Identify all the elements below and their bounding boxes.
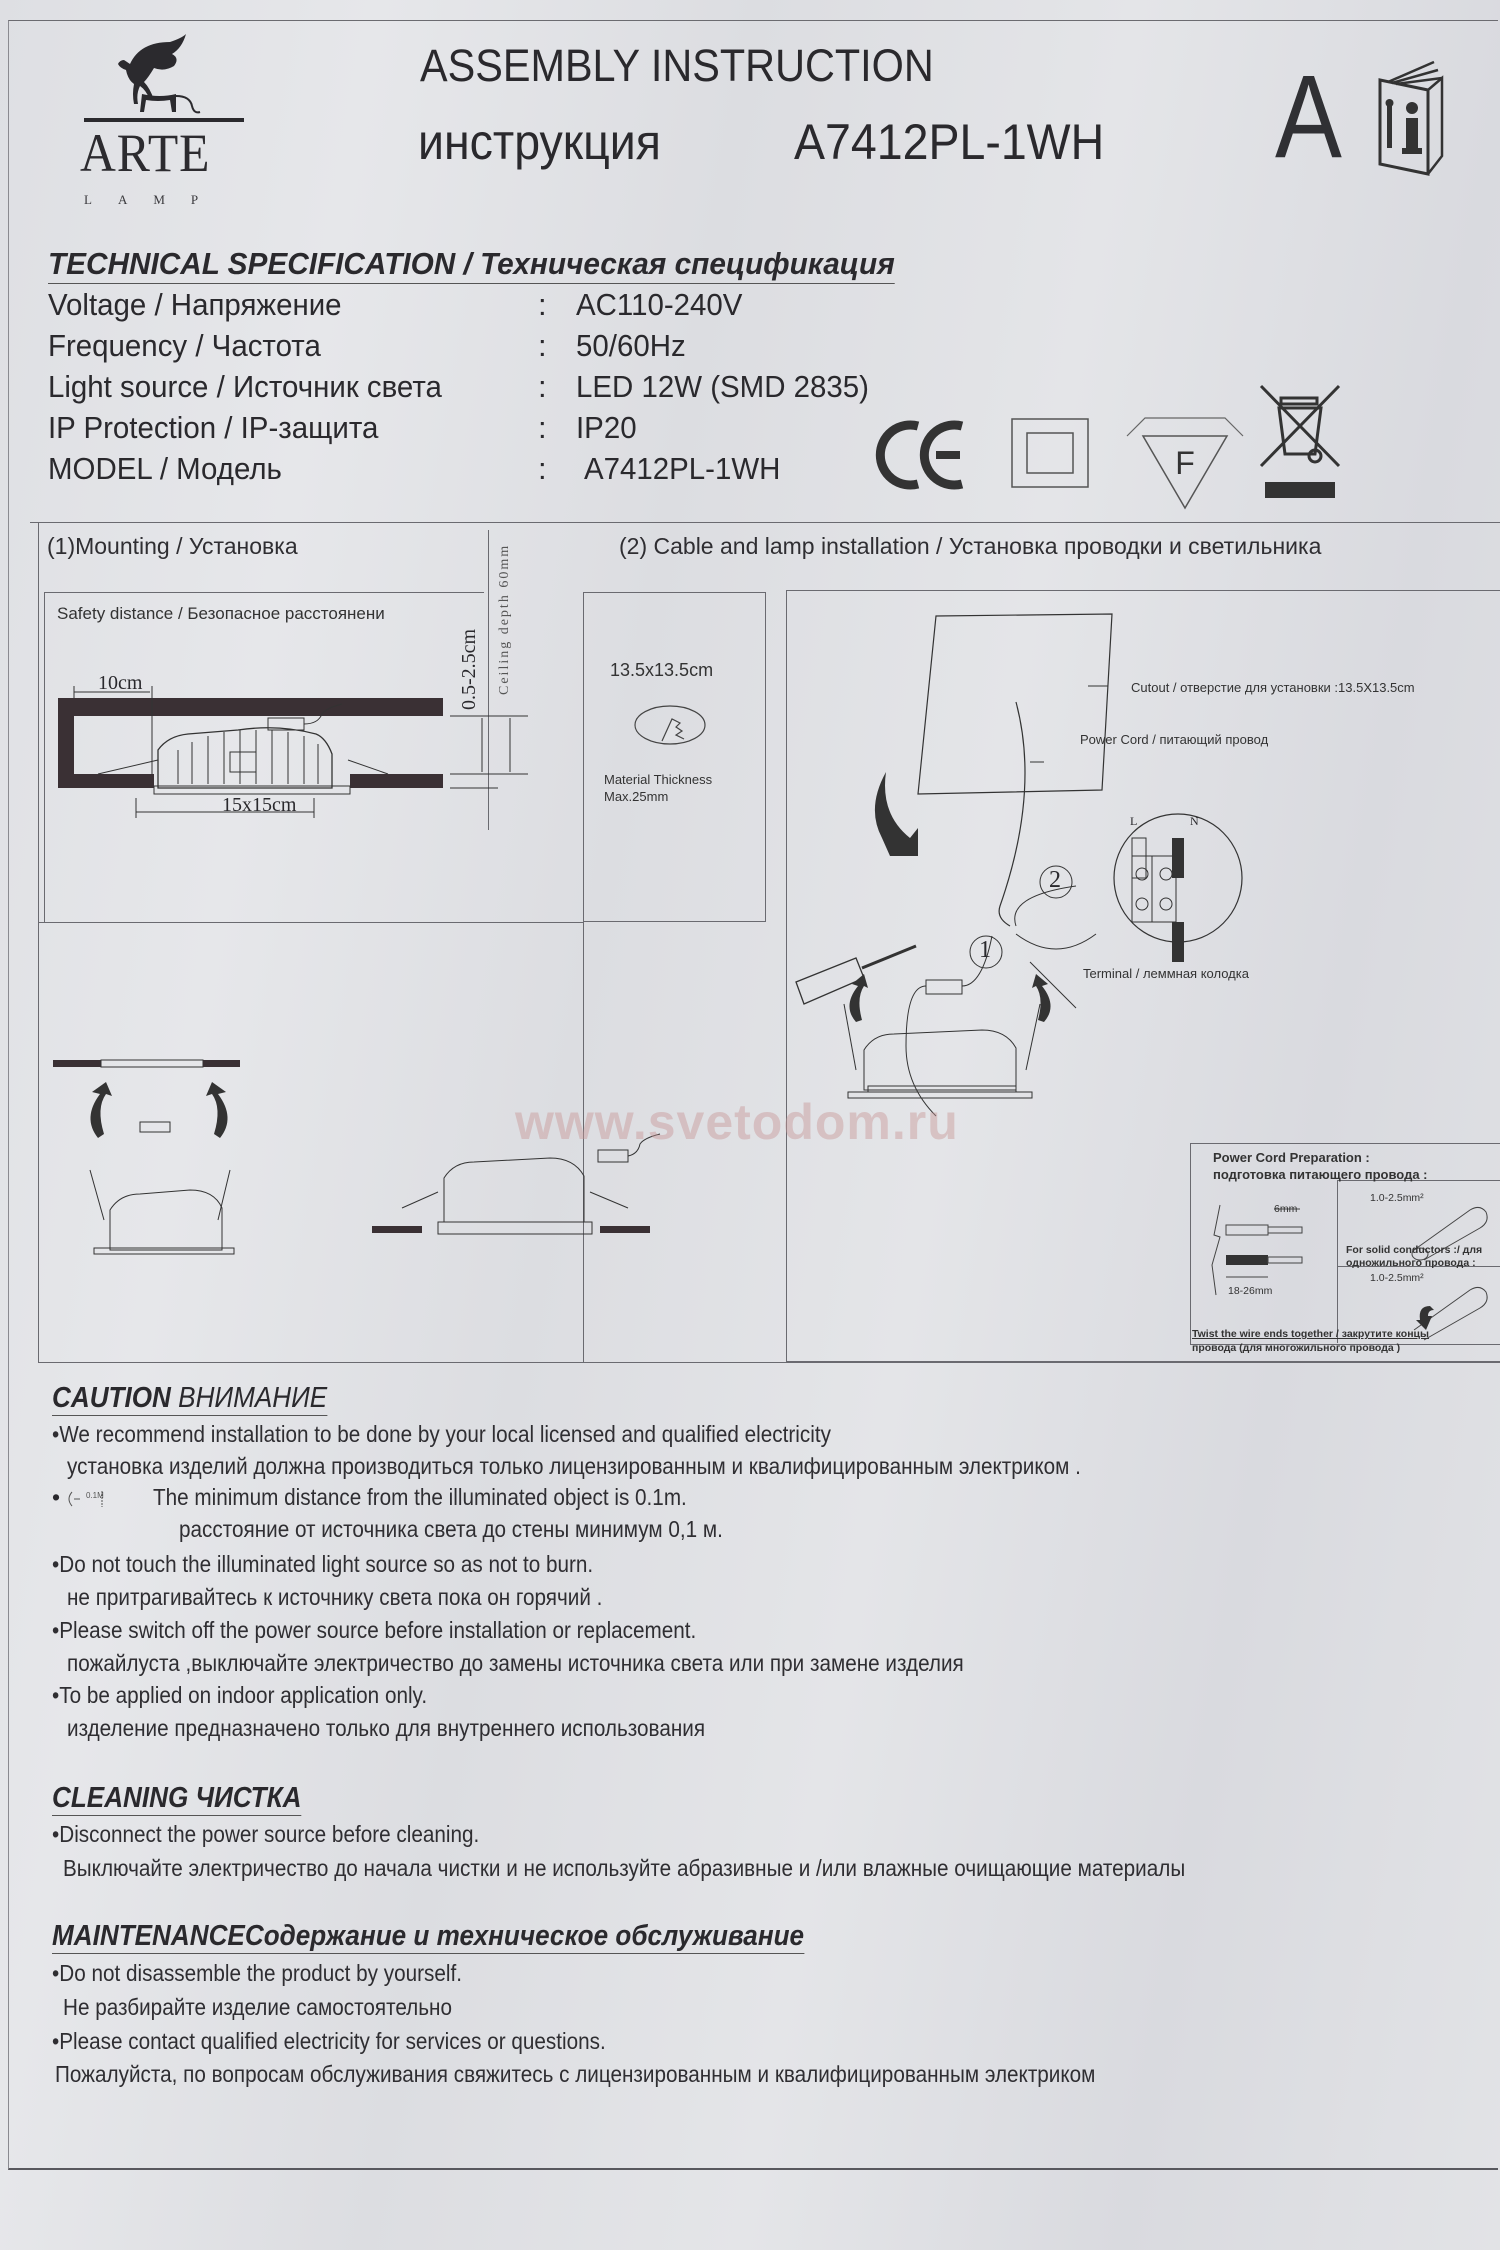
weee-crossed-bin-icon — [1257, 382, 1347, 502]
twist-wire-en: Twist the wire ends together / закрутите концы — [1192, 1328, 1429, 1340]
svg-text:F: F — [1175, 445, 1195, 481]
cord-prep-title-ru: подготовка питающего провода : — [1213, 1167, 1428, 1182]
arte-lamp-logo — [70, 34, 270, 207]
spec-label: MODEL / Модель — [48, 451, 282, 486]
dim-strip-length: 18-26mm — [1228, 1285, 1273, 1297]
step-1-marker: 1 — [979, 937, 991, 963]
terminal-label: Terminal / леммная колодка — [1083, 966, 1249, 981]
caution-item-en: •Please switch off the power source before installation or replacement. — [52, 1617, 697, 1643]
spec-label: Frequency / Частота — [48, 328, 321, 363]
min-distance-icon-label: 0.1M — [86, 1491, 104, 1500]
divider — [38, 1362, 1500, 1363]
cross-section-solid: 1.0-2.5mm² — [1370, 1192, 1424, 1204]
rotate-arrow-right-icon — [206, 1082, 228, 1138]
terminal-L: L — [1130, 814, 1138, 828]
terminal-N: N — [1190, 814, 1199, 828]
caution-item-en: •Do not touch the illuminated light source so as not to burn. — [52, 1551, 594, 1577]
spec-colon: : — [538, 328, 547, 363]
cutout-size: 13.5x13.5cm — [610, 660, 714, 680]
ceiling-cross-section-diagram — [58, 690, 528, 830]
watermark: www.svetodom.ru — [515, 1094, 959, 1150]
caution-item-ru: пожайлуста ,выключайте электричество до замены источника света или при замене изделия — [67, 1650, 964, 1676]
maintenance-item-ru: Пожалуйста, по вопросам обслуживания свяжитесь с лицензированным и квалифицированным электриком — [55, 2061, 1096, 2087]
lamp-insertion-diagram — [50, 1050, 750, 1260]
class-ii-double-insulation-icon — [1011, 418, 1091, 490]
caution-heading — [52, 1382, 327, 1416]
dim-10cm: 10cm — [98, 672, 143, 694]
spec-colon: : — [538, 410, 547, 445]
spec-value: A7412PL-1WH — [584, 451, 781, 486]
material-thickness-line1: Material Thickness — [604, 772, 713, 787]
cable-install-title: (2) Cable and lamp installation / Установка проводки и светильника — [619, 533, 1322, 559]
read-manual-icon — [1378, 56, 1448, 176]
dim-depth: 0.5-2.5cm — [458, 628, 480, 710]
mounting-title: (1)Mounting / Установка — [47, 533, 298, 559]
cleaning-heading: CLEANING ЧИСТКА — [52, 1782, 302, 1814]
winged-lion-icon — [70, 34, 250, 124]
energy-class-letter: A — [1275, 51, 1342, 183]
cutout-hole-icon — [632, 703, 712, 753]
brand-sub: LAMP — [84, 192, 225, 207]
caution-item-ru: не притрагивайтесь к источнику света пока он горячий . — [67, 1584, 603, 1610]
rotate-arrow-right-icon — [1032, 974, 1051, 1022]
spec-colon: : — [538, 451, 547, 486]
divider — [38, 922, 583, 923]
spec-value: AC110-240V — [576, 287, 743, 322]
cleaning-item-ru: Выключайте электричество до начала чистки и не используйте абразивные и /или влажные очищающие материалы — [63, 1855, 1186, 1881]
spec-label: IP Protection / IP-защита — [48, 410, 379, 445]
dim-6mm: 6mm — [1274, 1203, 1298, 1215]
title-model: A7412PL-1WH — [794, 114, 1105, 170]
caution-item-ru: расстояние от источника света до стены минимум 0,1 м. — [179, 1516, 723, 1542]
spec-row-model — [48, 451, 948, 491]
solid-conductor-en: For solid conductors :/ для — [1346, 1244, 1483, 1256]
maintenance-heading-en: MAINTENANCE — [52, 1920, 245, 1952]
spec-row-voltage — [48, 287, 948, 327]
divider — [38, 522, 39, 1362]
dim-15x15cm: 15x15cm — [222, 794, 297, 816]
caution-item-en: •To be applied on indoor application only. — [52, 1682, 428, 1708]
spec-colon: : — [538, 369, 547, 404]
caution-item-en: The minimum distance from the illuminated object is 0.1m. — [153, 1484, 687, 1510]
maintenance-item-en: •Do not disassemble the product by yourself. — [52, 1960, 462, 1986]
rotate-arrow-left-icon — [90, 1082, 112, 1138]
spec-row-ip-protection — [48, 410, 948, 450]
rotate-arrow-left-icon — [849, 974, 868, 1022]
maintenance-heading — [52, 1920, 804, 1954]
caution-item-ru: установка изделий должна производиться только лицензированным и квалифицированным электриком . — [67, 1453, 1081, 1479]
safety-distance-label: Safety distance / Безопасное расстоянени — [57, 604, 385, 623]
material-thickness-line2: Max.25mm — [604, 789, 669, 804]
cutout-spec-box — [583, 592, 766, 922]
certification-icons — [875, 368, 1345, 498]
spec-row-light-source — [48, 369, 948, 409]
cross-section-stranded: 1.0-2.5mm² — [1370, 1272, 1424, 1284]
tech-spec-heading: TECHNICAL SPECIFICATION / Техническая спецификация — [48, 246, 895, 284]
curved-arrow-icon — [875, 772, 918, 856]
spec-label: Voltage / Напряжение — [48, 287, 342, 322]
ceiling-depth-label: Ceiling depth 60mm — [497, 543, 512, 695]
f-mark-icon — [1125, 416, 1245, 516]
spec-value: 50/60Hz — [576, 328, 686, 363]
spec-label: Light source / Источник света — [48, 369, 442, 404]
spec-value: IP20 — [576, 410, 637, 445]
twist-wire-ru: провода (для многожильного провода ) — [1192, 1342, 1401, 1354]
spec-value: LED 12W (SMD 2835) — [576, 369, 869, 404]
caution-item-en: •We recommend installation to be done by your local licensed and qualified electricity — [52, 1421, 831, 1447]
power-cord-label: Power Cord / питающий провод — [1080, 732, 1269, 747]
cutout-label: Cutout / отверстие для установки :13.5X13.5cm — [1131, 680, 1415, 695]
cleaning-item-en: •Disconnect the power source before cleaning. — [52, 1821, 480, 1847]
min-distance-icon-row: • 0.1M — [52, 1484, 147, 1512]
divider — [30, 522, 1500, 523]
caution-heading-ru: ВНИМАНИЕ — [178, 1382, 328, 1414]
brand-name: ARTE — [80, 123, 211, 183]
spec-colon: : — [538, 287, 547, 322]
ce-mark-icon — [880, 420, 970, 490]
caution-item-ru: изделение предназначено только для внутреннего использования — [67, 1715, 706, 1741]
step-2-marker: 2 — [1049, 867, 1061, 893]
maintenance-heading-ru: Содержание и техническое обслуживание — [244, 1920, 805, 1952]
solid-conductor-ru: одножильного провода : — [1346, 1257, 1476, 1269]
maintenance-item-en: •Please contact qualified electricity for services or questions. — [52, 2028, 606, 2054]
title-russian: инструкция — [418, 114, 661, 170]
caution-heading-en: CAUTION — [52, 1382, 171, 1414]
spec-row-frequency — [48, 328, 948, 368]
maintenance-item-ru: Не разбирайте изделие самостоятельно — [63, 1994, 452, 2020]
title-english: ASSEMBLY INSTRUCTION — [420, 40, 934, 91]
cord-prep-title-en: Power Cord Preparation : — [1213, 1150, 1370, 1165]
